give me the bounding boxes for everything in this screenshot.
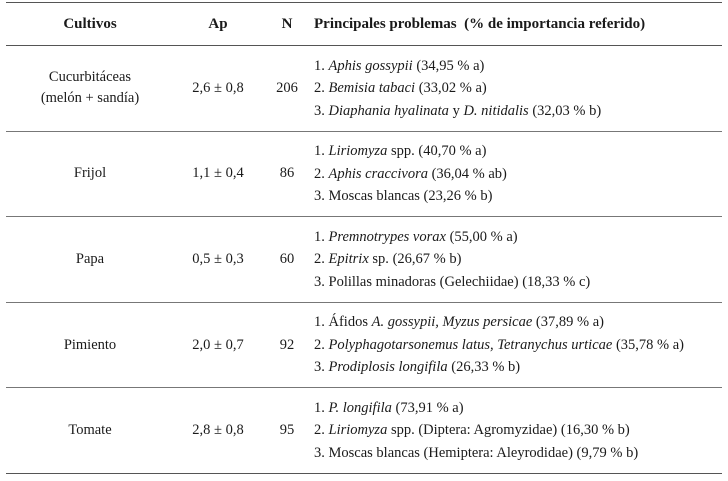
- crop-name: Tomate: [68, 422, 112, 439]
- table-row: [6, 388, 722, 474]
- species-name: Aphis craccivora: [328, 165, 428, 182]
- ap-cell: 0,5 ± 0,3: [174, 217, 262, 303]
- crop-cell: [6, 46, 174, 132]
- ap-cell: 1,1 ± 0,4: [174, 131, 262, 217]
- table-row: [6, 217, 722, 303]
- n-cell: 95: [262, 388, 312, 474]
- problem-item: 1. Aphis gossypii (34,95 % a): [314, 57, 485, 74]
- ap-cell: 2,8 ± 0,8: [174, 388, 262, 474]
- species-name: D. nitidalis: [463, 102, 529, 119]
- problem-item: 2. Liriomyza spp. (Diptera: Agromyzidae) (16,30 % b): [314, 422, 630, 439]
- species-name: Diaphania hyalinata: [328, 102, 449, 119]
- ap-cell: 2,0 ± 0,7: [174, 302, 262, 388]
- problem-item: 3. Diaphania hyalinata y D. nitidalis (32,03 % b): [314, 102, 602, 119]
- crop-name: Papa: [75, 250, 105, 267]
- problem-item: 2. Bemisia tabaci (33,02 % a): [314, 80, 487, 97]
- problem-item: 3. Moscas blancas (23,26 % b): [314, 188, 493, 205]
- table-row: [6, 131, 722, 217]
- species-name: Myzus persicae: [442, 314, 533, 331]
- species-name: P. longifila: [328, 399, 392, 416]
- species-name: Liriomyza: [328, 422, 388, 439]
- crop-name: Pimiento: [63, 336, 117, 353]
- problem-item: 1. P. longifila (73,91 % a): [314, 399, 464, 416]
- crop-cell: [6, 388, 174, 474]
- species-name: Bemisia tabaci: [328, 80, 416, 97]
- problem-item: 1. Premnotrypes vorax (55,00 % a): [314, 228, 518, 245]
- crop-cell: [6, 302, 174, 388]
- pest-problems-table: [6, 2, 722, 474]
- header-importance-label: (% de importancia referido): [464, 15, 646, 32]
- species-name: Prodiplosis longifila: [328, 359, 448, 376]
- crop-name: Cucurbitáceas: [48, 69, 132, 86]
- header-crop: Cultivos: [6, 3, 174, 46]
- header-n: N: [262, 3, 312, 46]
- problem-item: 3. Moscas blancas (Hemiptera: Aleyrodidae) (9,79 % b): [314, 444, 639, 461]
- n-cell: 60: [262, 217, 312, 303]
- header-problems-label: Principales problemas: [314, 15, 457, 32]
- crop-cell: [6, 131, 174, 217]
- header-ap: Ap: [174, 3, 262, 46]
- crop-cell: [6, 217, 174, 303]
- table-row: [6, 46, 722, 132]
- header-problems: [312, 3, 722, 46]
- crop-subname: (melón + sandía): [40, 90, 140, 107]
- header-row: [6, 3, 722, 46]
- problem-item: 2. Aphis craccivora (36,04 % ab): [314, 165, 507, 182]
- problem-item: 2. Polyphagotarsonemus latus, Tetranychus urticae (35,78 % a): [314, 336, 684, 353]
- species-name: Liriomyza: [328, 143, 388, 160]
- problem-item: 3. Polillas minadoras (Gelechiidae) (18,33 % c): [314, 273, 591, 290]
- species-name: A. gossypii,: [371, 314, 439, 331]
- n-cell: 86: [262, 131, 312, 217]
- problems-cell: [312, 388, 722, 474]
- problem-item: 3. Prodiplosis longifila (26,33 % b): [314, 359, 521, 376]
- species-name: Tetranychus urticae: [497, 336, 613, 353]
- ap-cell: 2,6 ± 0,8: [174, 46, 262, 132]
- n-cell: 92: [262, 302, 312, 388]
- problem-item: 1. Liriomyza spp. (40,70 % a): [314, 143, 487, 160]
- problems-cell: [312, 131, 722, 217]
- problems-cell: [312, 217, 722, 303]
- species-name: Aphis gossypii: [328, 57, 413, 74]
- n-cell: 206: [262, 46, 312, 132]
- problem-item: 2. Epitrix sp. (26,67 % b): [314, 251, 462, 268]
- crop-name: Frijol: [73, 165, 107, 182]
- species-name: Epitrix: [328, 251, 369, 268]
- problems-cell: [312, 46, 722, 132]
- species-name: Premnotrypes vorax: [328, 228, 446, 245]
- problems-cell: [312, 302, 722, 388]
- species-name: Polyphagotarsonemus latus,: [328, 336, 494, 353]
- table-row: [6, 302, 722, 388]
- problem-item: 1. Áfidos A. gossypii, Myzus persicae (37,89 % a): [314, 314, 604, 331]
